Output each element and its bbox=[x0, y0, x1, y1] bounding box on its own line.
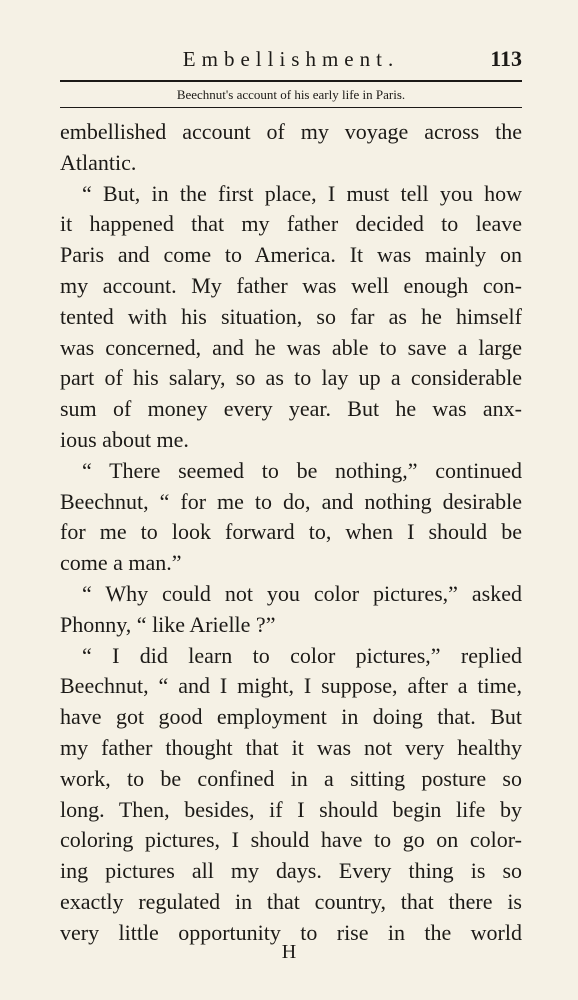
text-line: it happened that my father decided to leave bbox=[60, 211, 522, 237]
text-line: for me to look forward to, when I should be bbox=[60, 519, 522, 545]
text-line: “ I did learn to color pictures,” replied bbox=[82, 642, 522, 668]
text-line: very little opportunity to rise in the world bbox=[60, 919, 522, 945]
text-line: was concerned, and he was able to save a large bbox=[60, 334, 522, 360]
text-line: ing pictures all my days. Every thing is so bbox=[60, 858, 522, 884]
text-line: Beechnut, “ for me to do, and nothing desirable bbox=[60, 488, 522, 514]
text-line: Phonny, “ like Arielle ?” bbox=[60, 611, 276, 637]
text-line: long. Then, besides, if I should begin life by bbox=[60, 796, 522, 822]
text-line: work, to be confined in a sitting posture so bbox=[60, 765, 522, 791]
text-line: part of his salary, so as to lay up a considerable bbox=[60, 365, 522, 391]
text-line: “ But, in the first place, I must tell you how bbox=[82, 180, 522, 206]
text-line: Atlantic. bbox=[60, 149, 137, 175]
section-subhead: Beechnut's account of his early life in Paris. bbox=[176, 87, 406, 102]
subhead-rule bbox=[60, 107, 522, 108]
text-line: come a man.” bbox=[60, 550, 182, 576]
text-line: ious about me. bbox=[60, 426, 189, 452]
text-line: my account. My father was well enough con- bbox=[60, 272, 522, 298]
page-number: 113 bbox=[490, 46, 522, 71]
running-title: Embellishment. bbox=[182, 47, 400, 71]
text-line: have got good employment in doing that. But bbox=[60, 704, 522, 730]
header-rule bbox=[60, 80, 522, 82]
text-line: Paris and come to America. It was mainly on bbox=[60, 242, 522, 268]
text-line: embellished account of my voyage across the bbox=[60, 119, 522, 144]
text-line: tented with his situation, so far as he himself bbox=[60, 303, 522, 329]
text-line: “ There seemed to be nothing,” continued bbox=[82, 457, 522, 483]
running-head bbox=[60, 46, 522, 76]
text-line: “ Why could not you color pictures,” asked bbox=[82, 580, 522, 606]
signature-mark: H bbox=[281, 941, 297, 963]
text-line: sum of money every year. But he was anx- bbox=[60, 396, 522, 422]
body-text bbox=[60, 117, 522, 949]
text-line: coloring pictures, I should have to go on color- bbox=[60, 827, 522, 853]
text-line: Beechnut, “ and I might, I suppose, after a time, bbox=[60, 673, 522, 699]
text-line: exactly regulated in that country, that there is bbox=[60, 888, 522, 914]
text-line: my father thought that it was not very healthy bbox=[60, 734, 522, 760]
